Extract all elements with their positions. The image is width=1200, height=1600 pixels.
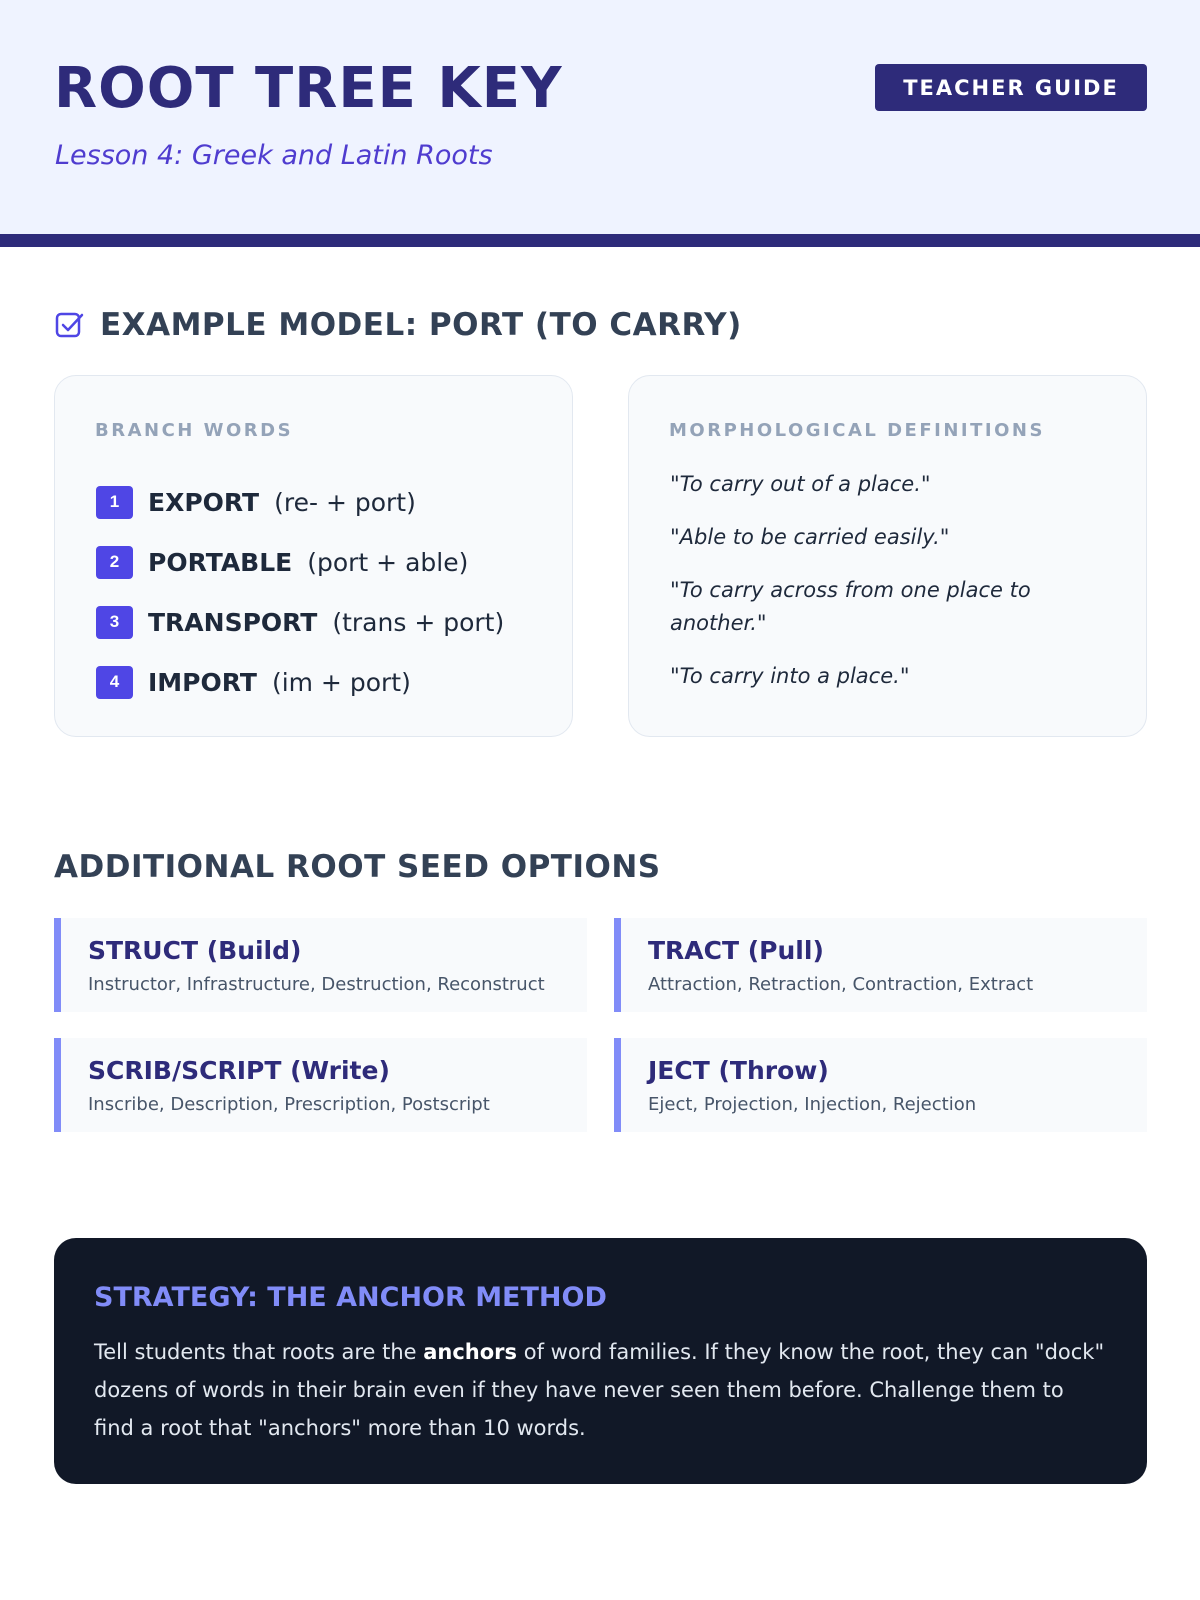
branch-word-parts: (re- + port) [274, 487, 416, 517]
root-seed-card [54, 918, 587, 1012]
branch-word-parts: (trans + port) [332, 607, 505, 637]
additional-roots-heading: ADDITIONAL ROOT SEED OPTIONS [54, 849, 661, 885]
example-model-heading [54, 302, 742, 348]
example-model-heading-label: EXAMPLE MODEL: PORT (TO CARRY) [100, 307, 742, 343]
root-seed-words: Attraction, Retraction, Contraction, Extract [648, 974, 1034, 995]
branch-word: TRANSPORT [148, 607, 318, 637]
root-seed-words: Instructor, Infrastructure, Destruction, Reconstruct [88, 974, 545, 995]
page-title: ROOT TREE KEY [54, 56, 563, 121]
branch-words-card [54, 375, 573, 737]
branch-word-parts: (im + port) [271, 667, 411, 697]
definition-item: "Able to be carried easily." [670, 525, 950, 549]
definitions-label: MORPHOLOGICAL DEFINITIONS [669, 420, 1045, 441]
teacher-guide-badge: TEACHER GUIDE [875, 64, 1147, 111]
root-seed-card [54, 1038, 587, 1132]
branch-word-item [96, 652, 504, 712]
branch-word-item [96, 592, 504, 652]
root-seed-words: Eject, Projection, Injection, Rejection [648, 1094, 977, 1115]
branch-word: PORTABLE [148, 547, 293, 577]
branch-words-list [96, 472, 504, 712]
branch-number-badge: 4 [96, 666, 133, 699]
definition-item: "To carry into a place." [670, 664, 910, 688]
branch-word: EXPORT [148, 487, 260, 517]
root-seed-words: Inscribe, Description, Prescription, Postscript [88, 1094, 490, 1115]
strategy-body [94, 1333, 1109, 1447]
branch-word-item [96, 532, 504, 592]
branch-word-parts: (port + able) [307, 547, 469, 577]
checkbox-icon [54, 309, 86, 341]
branch-words-label: BRANCH WORDS [95, 420, 294, 441]
definition-item: "To carry out of a place." [670, 472, 931, 496]
page-subtitle: Lesson 4: Greek and Latin Roots [55, 140, 493, 171]
branch-number-badge: 3 [96, 606, 133, 639]
branch-word: IMPORT [148, 667, 257, 697]
branch-word-item [96, 472, 504, 532]
root-seed-title: TRACT (Pull) [648, 936, 824, 965]
strategy-title: STRATEGY: THE ANCHOR METHOD [94, 1282, 607, 1313]
root-seed-title: SCRIB/SCRIPT (Write) [88, 1056, 390, 1085]
root-seed-title: JECT (Throw) [648, 1056, 829, 1085]
header-divider [0, 234, 1200, 247]
root-seed-card [614, 1038, 1147, 1132]
root-seed-title: STRUCT (Build) [88, 936, 302, 965]
root-seed-card [614, 918, 1147, 1012]
strategy-body-text: Tell students that roots are the [94, 1340, 424, 1364]
definitions-list [670, 468, 1110, 713]
strategy-body-emphasis: anchors [423, 1340, 518, 1364]
strategy-body-text: of word families. If they know the root, they can "dock" dozens of words in their brain even if they have never seen them before. Challenge them to find a root that "anchors" more than 10 words. [94, 1340, 1105, 1440]
branch-number-badge: 1 [96, 486, 133, 519]
definitions-card [628, 375, 1147, 737]
definition-item: "To carry across from one place to another." [670, 578, 1031, 635]
branch-number-badge: 2 [96, 546, 133, 579]
strategy-callout [54, 1238, 1147, 1484]
